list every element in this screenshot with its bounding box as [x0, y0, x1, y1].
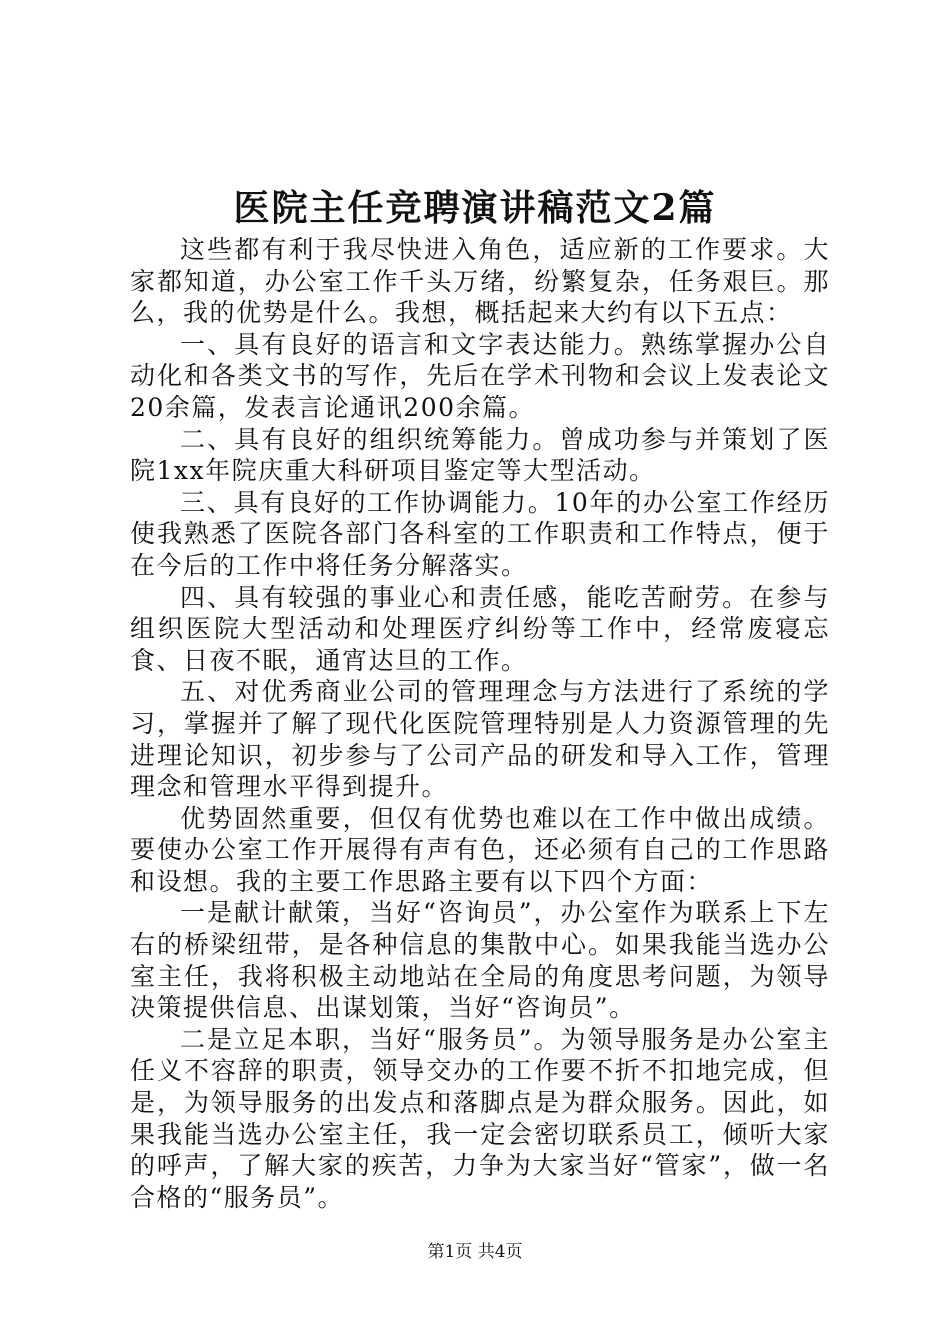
paragraph: 四、具有较强的事业心和责任感，能吃苦耐劳。在参与组织医院大型活动和处理医疗纠纷等工作中，经常废寝忘食、日夜不眠，通宵达旦的工作。: [130, 582, 830, 675]
document-title: 医院主任竞聘演讲稿范文2篇: [233, 187, 717, 229]
paragraph: 二、具有良好的组织统筹能力。曾成功参与并策划了医院1xx年院庆重大科研项目鉴定等大型活动。: [130, 424, 830, 486]
paragraph: 一是献计献策，当好“咨询员”，办公室作为联系上下左右的桥梁纽带，是各种信息的集散中心。如果我能当选办公室主任，我将积极主动地站在全局的角度思考问题，为领导决策提供信息、出谋划策，当好“咨询员”。: [130, 898, 830, 1023]
page-footer: 第1页 共4页: [427, 1242, 523, 1262]
paragraph: 优势固然重要，但仅有优势也难以在工作中做出成绩。要使办公室工作开展得有声有色，还必须有自己的工作思路和设想。我的主要工作思路主要有以下四个方面：: [130, 803, 830, 896]
paragraph: 二是立足本职，当好“服务员”。为领导服务是办公室主任义不容辞的职责，领导交办的工作要不折不扣地完成，但是，为领导服务的出发点和落脚点是为群众服务。因此，如果我能当选办公室主任，我一定会密切联系员工，倾听大家的呼声，了解大家的疾苦，力争为大家当好“管家”，做一名合格的“服务员”。: [130, 1024, 830, 1212]
paragraph: 五、对优秀商业公司的管理理念与方法进行了系统的学习，掌握并了解了现代化医院管理特别是人力资源管理的先进理论知识，初步参与了公司产品的研发和导入工作，管理理念和管理水平得到提升。: [130, 677, 830, 802]
document-body: [130, 234, 830, 1213]
paragraph: 这些都有利于我尽快进入角色，适应新的工作要求。大家都知道，办公室工作千头万绪，纷繁复杂，任务艰巨。那么，我的优势是什么。我想，概括起来大约有以下五点：: [130, 235, 830, 328]
paragraph: 一、具有良好的语言和文字表达能力。熟练掌握办公自动化和各类文书的写作，先后在学术刊物和会议上发表论文20余篇，发表言论通讯200余篇。: [130, 329, 830, 422]
paragraph: 三、具有良好的工作协调能力。10年的办公室工作经历使我熟悉了医院各部门各科室的工作职责和工作特点，便于在今后的工作中将任务分解落实。: [130, 487, 830, 580]
